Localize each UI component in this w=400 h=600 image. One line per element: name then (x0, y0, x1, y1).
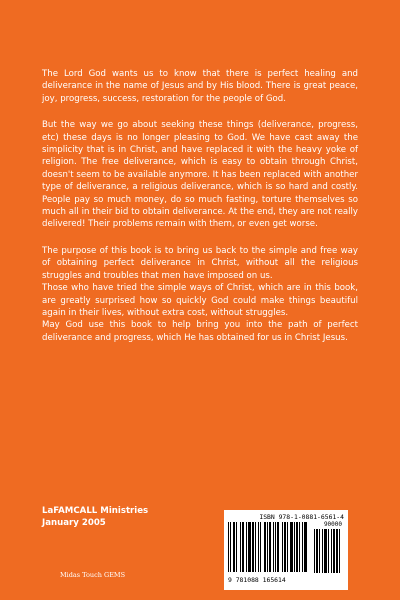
barcode-bar (324, 529, 327, 573)
blurb-paragraph-4: Those who have tried the simple ways of Christ, which are in this book, are greatly surprised how so quickly God could make things beautiful again in their lives, without extra cost, without struggles. (42, 283, 358, 318)
barcode-bar (277, 522, 279, 572)
barcode-bar (314, 529, 315, 573)
publisher-name: Midas Touch GEMS (60, 571, 126, 579)
barcode-bar (331, 529, 332, 573)
barcode-bar (228, 522, 229, 572)
barcode-bar (236, 522, 237, 572)
barcode-bar (328, 529, 329, 573)
isbn-barcode (224, 510, 348, 590)
barcode-bar (299, 522, 300, 572)
barcode-bar (284, 522, 286, 572)
barcode-bar (248, 522, 251, 572)
paragraph-gap (42, 231, 358, 245)
barcode-bar (316, 529, 318, 573)
isbn-text: ISBN 978-1-0881-6561-4 (259, 513, 344, 521)
barcode-bar (322, 529, 323, 573)
barcode-bar (242, 522, 244, 572)
barcode-addon-bars (314, 529, 344, 579)
signature-block (42, 505, 148, 530)
barcode-bar (258, 522, 259, 572)
barcode-bar (339, 529, 340, 573)
paragraph-gap (42, 105, 358, 119)
barcode-bar (264, 522, 266, 572)
blurb-paragraph-1: The Lord God wants us to know that there is perfect healing and deliverance in the name of Jesus and by His blood. There is great peace, joy, progress, success, restoration for the people of God. (42, 69, 358, 104)
barcode-bar (333, 529, 335, 573)
barcode-bar (294, 522, 295, 572)
barcode-bar (273, 522, 274, 572)
barcode-addon-number: 90000 (323, 521, 342, 528)
barcode-bar (267, 522, 268, 572)
barcode-bar (282, 522, 283, 572)
barcode-bar (246, 522, 247, 572)
back-cover-blurb (42, 68, 358, 344)
signature-author: LaFAMCALL Ministries (42, 506, 149, 516)
barcode-bar (260, 522, 261, 572)
barcode-main-bars (228, 522, 310, 580)
barcode-bar (287, 522, 288, 572)
barcode-bar (252, 522, 254, 572)
barcode-bar (319, 529, 320, 573)
barcode-bar (255, 522, 256, 572)
blurb-paragraph-2: But the way we go about seeking these things (deliverance, progress, etc) these days is no longer pleasing to God. We have cast away the simplicity that is in Christ, and have replaced it with the heavy yoke of religion. The free deliverance, which is easy to obtain through Christ, doesn't seem to be available anymore. It has been replaced with another type of deliverance, a religious deliverance, which is so hard and costly. People pay so much money, do so much fasting, torture themselves so much all in their bid to obtain deliverance. At the end, they are not really delivered! Their problems remain with them, or even get worse. (42, 120, 358, 230)
barcode-bar (296, 522, 298, 572)
barcode-bar (336, 529, 338, 573)
barcode-bar (290, 522, 293, 572)
barcode-digits: 9 781088 165614 (228, 576, 286, 584)
barcode-bar (230, 522, 231, 572)
signature-date: January 2005 (42, 518, 106, 529)
barcode-bar (233, 522, 235, 572)
barcode-bar (275, 522, 276, 572)
barcode-bar (302, 522, 303, 572)
blurb-paragraph-3: The purpose of this book is to bring us back to the simple and free way of obtaining perfect deliverance in Christ, without all the religious struggles and troubles that men have imposed on us. (42, 245, 358, 281)
barcode-bar (240, 522, 241, 572)
barcode-bars (228, 521, 344, 583)
barcode-bar (304, 522, 307, 572)
blurb-paragraph-5: May God use this book to help bring you into the path of perfect deliverance and progress, which He has obtained for us in Christ Jesus. (42, 320, 358, 343)
barcode-bar (269, 522, 271, 572)
